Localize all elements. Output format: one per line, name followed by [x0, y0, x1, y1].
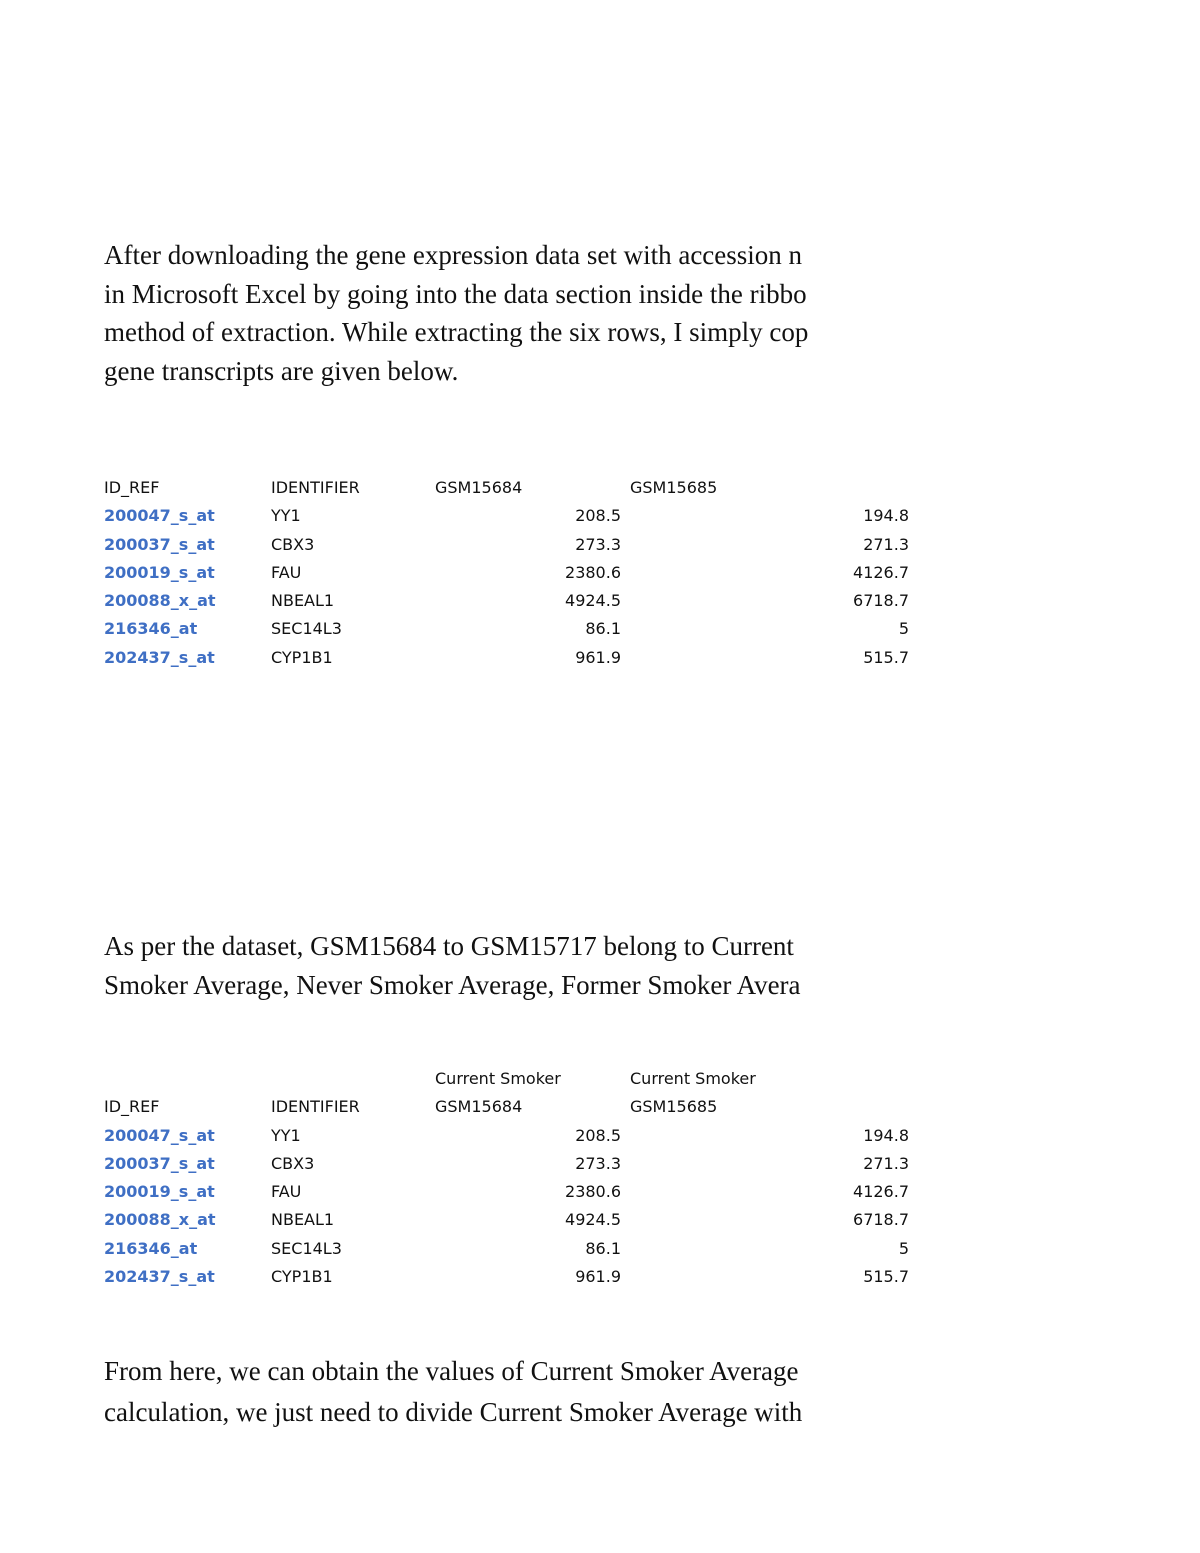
identifier-cell: FAU — [271, 562, 302, 582]
id-ref-link[interactable]: 200019_s_at — [104, 1182, 215, 1202]
value-cell: 4924.5 — [565, 591, 621, 611]
value-cell: 4126.7 — [853, 562, 909, 582]
paragraph-line: calculation, we just need to divide Current Smoker Average with — [104, 1397, 803, 1427]
id-ref-link[interactable]: 200088_x_at — [104, 1210, 216, 1230]
intro-paragraph — [104, 236, 916, 390]
table-row — [104, 1122, 916, 1150]
id-ref-link[interactable]: 200037_s_at — [104, 534, 215, 554]
identifier-cell: YY1 — [271, 506, 301, 526]
paragraph-line: method of extraction. While extracting the six rows, I simply cop — [104, 317, 809, 347]
table-row — [104, 531, 916, 559]
header-identifier: IDENTIFIER — [271, 1097, 360, 1117]
paragraph-line: in Microsoft Excel by going into the data section inside the ribbo — [104, 278, 807, 309]
table-row — [104, 502, 916, 530]
id-ref-link[interactable]: 200088_x_at — [104, 591, 216, 611]
value-cell: 5 — [898, 1238, 909, 1258]
table-row — [104, 1178, 916, 1206]
value-cell: 271.3 — [863, 1153, 909, 1173]
identifier-cell: YY1 — [271, 1125, 301, 1145]
id-ref-link[interactable]: 202437_s_at — [104, 647, 215, 667]
value-cell: 6718.7 — [853, 591, 909, 611]
identifier-cell: SEC14L3 — [271, 619, 342, 639]
identifier-cell: CYP1B1 — [271, 1267, 333, 1287]
value-cell: 515.7 — [863, 1267, 909, 1287]
group-header-current-smoker: Current Smoker — [630, 1069, 756, 1088]
header-id-ref: ID_REF — [104, 478, 160, 497]
value-cell: 961.9 — [575, 647, 621, 667]
value-cell: 6718.7 — [853, 1210, 909, 1230]
table-group-header-row — [104, 1065, 916, 1093]
table-header-row — [104, 474, 916, 502]
paragraph-line: As per the dataset, GSM15684 to GSM15717 belong to Current — [104, 931, 794, 961]
value-cell: 961.9 — [575, 1267, 621, 1287]
header-gsm15685: GSM15685 — [630, 478, 718, 497]
value-cell: 4924.5 — [565, 1210, 621, 1230]
conclusion-paragraph — [104, 1351, 916, 1433]
expression-table-1 — [104, 474, 916, 672]
header-identifier: IDENTIFIER — [271, 478, 360, 497]
identifier-cell: SEC14L3 — [271, 1238, 342, 1258]
identifier-cell: FAU — [271, 1182, 302, 1202]
table-row — [104, 1206, 916, 1234]
header-gsm15684: GSM15684 — [435, 478, 523, 497]
identifier-cell: NBEAL1 — [271, 591, 335, 611]
dataset-paragraph — [104, 927, 916, 1005]
table-row — [104, 1263, 916, 1291]
value-cell: 86.1 — [585, 619, 621, 639]
header-gsm15685: GSM15685 — [630, 1097, 718, 1117]
id-ref-link[interactable]: 200037_s_at — [104, 1153, 215, 1173]
expression-table-2 — [104, 1065, 916, 1291]
table-row — [104, 615, 916, 643]
value-cell: 86.1 — [585, 1238, 621, 1258]
table-row — [104, 587, 916, 615]
value-cell: 2380.6 — [565, 1182, 621, 1202]
value-cell: 5 — [898, 619, 909, 639]
identifier-cell: CBX3 — [271, 1153, 315, 1173]
paragraph-line: From here, we can obtain the values of Current Smoker Average — [104, 1356, 799, 1386]
value-cell: 273.3 — [575, 534, 621, 554]
value-cell: 2380.6 — [565, 562, 621, 582]
value-cell: 271.3 — [863, 534, 909, 554]
value-cell: 208.5 — [575, 1125, 621, 1145]
table-header-row — [104, 1093, 916, 1121]
identifier-cell: NBEAL1 — [271, 1210, 335, 1230]
value-cell: 515.7 — [863, 647, 909, 667]
table-row — [104, 1150, 916, 1178]
value-cell: 4126.7 — [853, 1182, 909, 1202]
group-header-current-smoker: Current Smoker — [435, 1069, 561, 1088]
paragraph-line: After downloading the gene expression data set with accession n — [104, 240, 803, 270]
header-id-ref: ID_REF — [104, 1097, 160, 1117]
value-cell: 194.8 — [863, 1125, 909, 1145]
id-ref-link[interactable]: 216346_at — [104, 1238, 198, 1258]
table-row — [104, 559, 916, 587]
id-ref-link[interactable]: 200019_s_at — [104, 562, 215, 582]
paragraph-line: gene transcripts are given below. — [104, 355, 459, 386]
id-ref-link[interactable]: 216346_at — [104, 619, 198, 639]
header-gsm15684: GSM15684 — [435, 1097, 523, 1117]
id-ref-link[interactable]: 202437_s_at — [104, 1267, 215, 1287]
table-row — [104, 1235, 916, 1263]
table-row — [104, 644, 916, 672]
id-ref-link[interactable]: 200047_s_at — [104, 506, 215, 526]
identifier-cell: CYP1B1 — [271, 647, 333, 667]
id-ref-link[interactable]: 200047_s_at — [104, 1125, 215, 1145]
identifier-cell: CBX3 — [271, 534, 315, 554]
value-cell: 273.3 — [575, 1153, 621, 1173]
value-cell: 194.8 — [863, 506, 909, 526]
value-cell: 208.5 — [575, 506, 621, 526]
paragraph-line: Smoker Average, Never Smoker Average, Former Smoker Avera — [104, 970, 801, 1000]
